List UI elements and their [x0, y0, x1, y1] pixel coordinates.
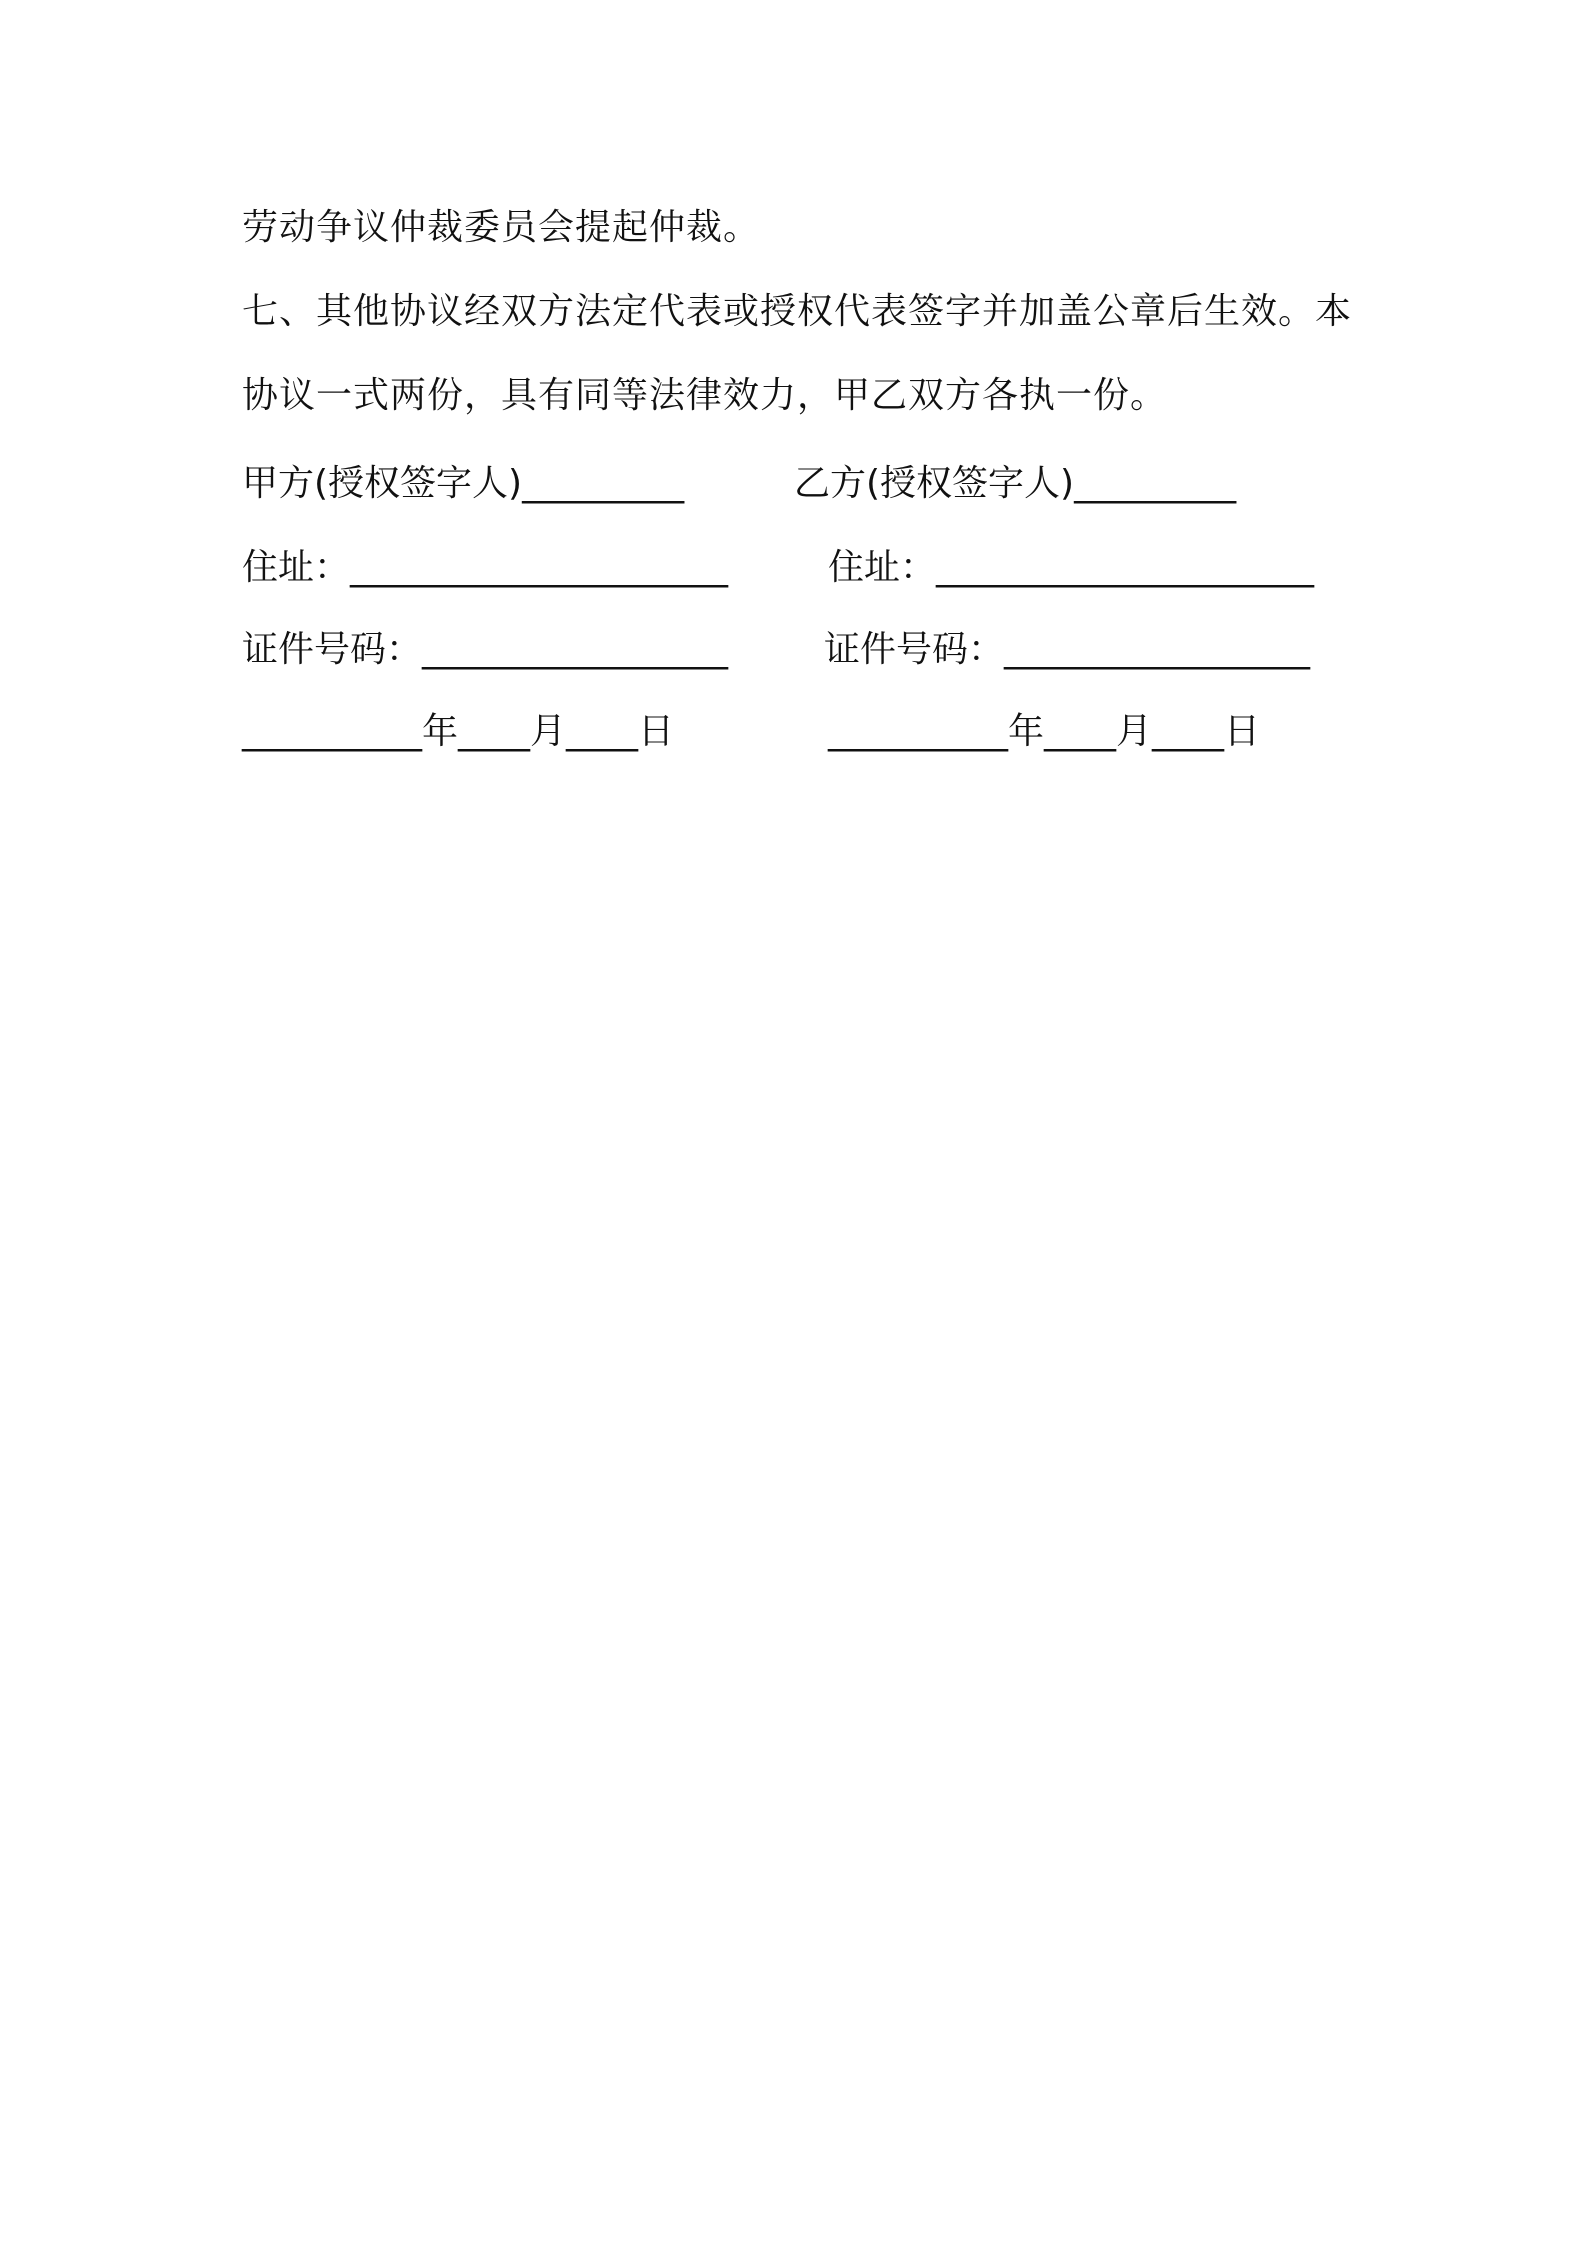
body-paragraph-line: 劳动争议仲裁委员会提起仲裁。 [242, 207, 761, 248]
party-b-id-number: 证件号码：_________________ [824, 629, 1311, 670]
party-a-id-number: 证件号码：_________________ [242, 629, 729, 670]
clause-seven-line: 七、其他协议经双方法定代表或授权代表签字并加盖公章后生效。本 [242, 291, 1353, 332]
party-b-date: __________年____月____日 [828, 711, 1260, 752]
party-a-address: 住址：_____________________ [242, 547, 729, 588]
party-a-signer: 甲方(授权签字人)_________ [242, 463, 685, 504]
party-a-date: __________年____月____日 [242, 711, 674, 752]
signer-row [242, 462, 1362, 506]
party-b-signer: 乙方(授权签字人)_________ [794, 463, 1237, 504]
address-row [242, 546, 1362, 590]
party-b-address: 住址：_____________________ [828, 547, 1315, 588]
id-number-row [242, 628, 1362, 672]
date-row [242, 710, 1362, 754]
clause-seven-continuation-line: 协议一式两份，具有同等法律效力，甲乙双方各执一份。 [242, 375, 1168, 416]
